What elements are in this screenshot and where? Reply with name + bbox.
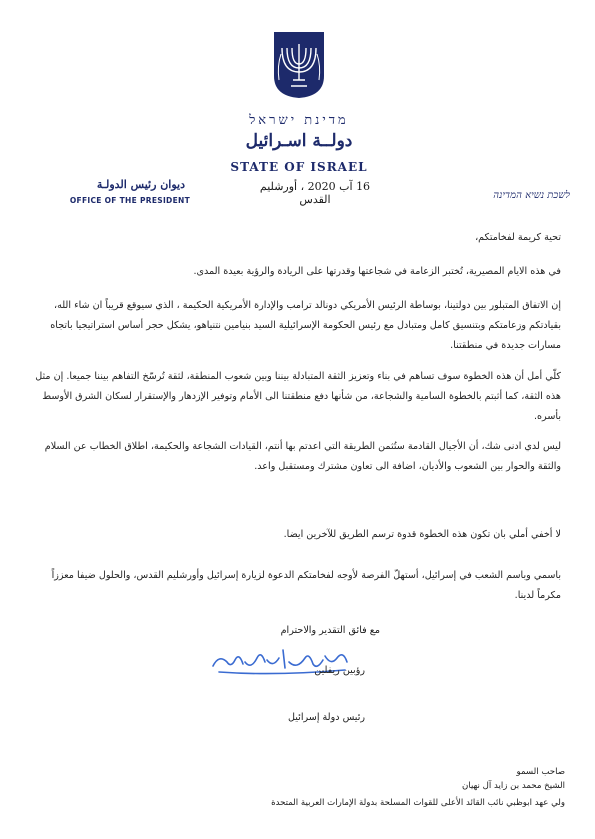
paragraph-6: باسمي وباسم الشعب في إسرائيل، أستهلّ الفرصة لأوجه لفخامتكم الدعوة لزيارة إسرائيل وأورشليم القدس، والحلول ضيفا معززاً مكرماً لدينا.: [51, 570, 561, 601]
paragraph-3: كلّي أمل أن هذه الخطوة سوف تساهم في بناء وتعزيز الثقة المتبادلة بيننا وبين شعوب المنطقة، لثقة تُرسّخ التفاهم بيننا جميعا. إن مثل هذه الثقة، كما أثبتم بالخطوة السامية والشجاعة، من شأنها دفع منطقتنا الى الأمام وتوفير الإزدهار والإستقرار لسكان الشرق الأوسط بأسره.: [35, 371, 561, 422]
office-title-english: OFFICE OF THE PRESIDENT: [69, 196, 190, 205]
letter-date: 16 آب 2020 ، أورشليم القدس: [259, 180, 371, 206]
office-title-hebrew: לשכת נשיא המדינה: [493, 190, 570, 201]
signer-name: رؤبين ريفلين: [314, 665, 365, 676]
state-emblem-icon: [271, 30, 327, 100]
signer-title: رئيس دولة إسرائيل: [288, 712, 365, 723]
paragraph-2: إن الاتفاق المتبلور بين دولتينا، بوساطة الرئيس الأمريكي دونالد ترامب والإدارة الأمريكية الحكيمة ، الذي سيوقع قريباً ان شاء الله، بقيادتكم وزعامتكم وبتنسيق كامل ومتبادل مع رئيس الحكومة الإسرائيلية السيد بنيامين نتنياهو، يشكل حجر أساس استراتيجيا باتجاه مسارات جديدة في منطقتنا.: [50, 300, 561, 351]
arabic-state-title: دولــة اسـرائيل: [245, 131, 353, 151]
greeting: تحية كريمة لفخامتكم،: [475, 232, 561, 243]
addressee-name: الشيخ محمد بن زايد آل نهيان: [462, 781, 565, 791]
office-title-arabic: ديوان رئيس الدولـة: [96, 178, 185, 191]
closing-regards: مع فائق التقدير والاحترام: [280, 625, 380, 636]
english-state-title: STATE OF ISRAEL: [230, 160, 368, 174]
paragraph-4: ليس لدي ادنى شك، أن الأجيال القادمة ستُثمن الطريقة التي اعدتم بها أنتم، القيادات الشجاعة والحكيمة، اطلاق الخطاب عن السلام والثقة والحوار بين الشعوب والأديان، اضافة الى تعاون مشترك ومستقبل واعد.: [44, 441, 561, 472]
addressee-title: ولي عهد ابوظبي نائب القائد الأعلى للقوات المسلحة بدولة الإمارات العربية المتحدة: [271, 798, 565, 808]
hebrew-state-title: מדינת ישראל: [249, 113, 349, 128]
paragraph-1: في هذه الايام المصيرية، تُختبر الزعامة في شجاعتها وقدرتها على الريادة والرؤية بعيدة المدى.: [193, 266, 561, 277]
addressee-salutation: صاحب السمو: [516, 767, 565, 777]
paragraph-5: لا أخفي أملي بان تكون هذه الخطوة قدوة ترسم الطريق للآخرين ايضا.: [283, 529, 561, 540]
